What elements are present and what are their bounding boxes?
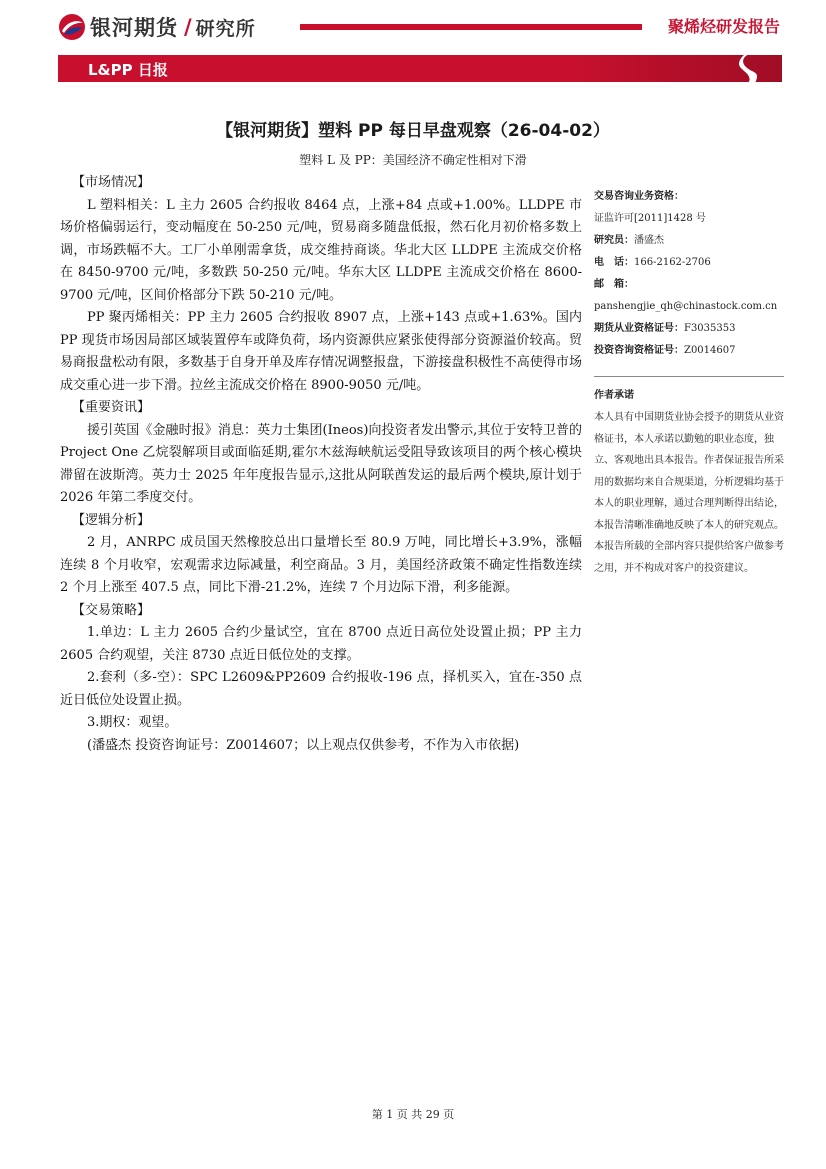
section-news — [60, 397, 582, 510]
section-heading: 【市场情况】 — [72, 175, 151, 190]
paragraph: 2.套利（多-空）：SPC L2609&PP2609 合约报收-196 点，择机买入，宜在-350 点近日低位处设置止损。 — [60, 670, 582, 708]
paragraph: (潘盛杰 投资咨询证号：Z0014607；以上观点仅供参考，不作为入市依据) — [87, 737, 520, 753]
license-number: 证监许可[2011]1428 号 — [594, 213, 706, 224]
paragraph: 援引英国《金融时报》消息：英力士集团(Ineos)向投资者发出警示,其位于安特卫普的 Project One 乙烷裂解项目或面临延期,霍尔木兹海峡航运受阻导致该项目的两个核心模块滞留在波斯湾。英力士 2025 年年度报告显示,这批从阿联酋发运的最后两个模块,原计划于 2026 年第二季度交付。 — [60, 422, 582, 505]
report-title: 【银河期货】塑料 PP 每日早盘观察（26-04-02） — [216, 121, 610, 141]
researcher: 研究员：潘盛杰 — [594, 235, 664, 246]
futures-cert: 期货从业资格证号：F3035353 — [594, 323, 736, 334]
report-subtitle: 塑料 L 及 PP：美国经济不确定性相对下滑 — [299, 153, 527, 167]
paragraph: L 塑料相关：L 主力 2605 合约报收 8464 点，上涨+84 点或+1.00%。LLDPE 市场价格偏弱运行，变动幅度在 50-250 元/吨，贸易商多随盘低报，然石化月初价格多数上调，市场跌幅不大。工厂小单刚需拿货，成交维持商谈。华北大区 LLDPE 主流成交价格在 8450-9700 元/吨，多数跌 50-250 元/吨。华东大区 LLDPE 主流成交价格在 8600-9700 元/吨，区间价格部分下跌 50-210 元/吨。 — [60, 197, 582, 303]
section-heading: 【交易策略】 — [72, 602, 151, 618]
report-banner — [58, 55, 782, 82]
galaxy-logo-icon — [58, 13, 86, 41]
commitment-text: 本人具有中国期货业协会授予的期货从业资格证书，本人承诺以勤勉的职业态度，独立、客观地出具本报告。作者保证报告所采用的数据均来自合规渠道，分析逻辑均基于本人的职业理解，通过合理判断得出结论，本报告清晰准确地反映了本人的研究观点。本报告所载的全部内容只提供给客户做参考之用，并不构成对客户的投资建议。 — [594, 412, 784, 574]
section-market — [60, 172, 582, 397]
brand-name: 银河期货 — [90, 16, 178, 40]
email-label: 邮 箱： — [594, 279, 634, 290]
paragraph: 1.单边：L 主力 2605 合约少量试空，宜在 8700 点近日高位处设置止损；PP 主力 2605 合约观望，关注 8730 点近日低位处的支撑。 — [60, 625, 582, 663]
institute-name: 研究所 — [195, 17, 256, 40]
author-sidebar — [594, 186, 784, 579]
swirl-logo-icon — [730, 47, 774, 91]
sidebar-divider — [594, 376, 784, 377]
banner-label: L&PP 日报 — [88, 61, 168, 79]
report-type: 聚烯烃研发报告 — [667, 17, 780, 36]
qualification: 交易咨询业务资格： — [594, 191, 684, 202]
phone: 电 话：166-2162-2706 — [594, 257, 711, 268]
section-heading: 【逻辑分析】 — [72, 512, 151, 528]
section-heading: 【重要资讯】 — [72, 400, 151, 415]
paragraph: 2 月，ANRPC 成员国天然橡胶总出口量增长至 80.9 万吨，同比增长+3.9%，涨幅连续 8 个月收窄，宏观需求边际减量，利空商品。3 月，美国经济政策不确定性指数连续 2 个月上涨至 407.5 点，同比下滑-21.2%，连续 7 个月边际下滑，利多能源。 — [60, 535, 582, 595]
section-strategy — [60, 600, 582, 758]
report-body — [60, 172, 582, 757]
page-number: 第 1 页 共 29 页 — [371, 1108, 455, 1121]
brand-logo — [58, 10, 256, 44]
email: panshengjie_qh@chinastock.com.cn — [594, 301, 778, 312]
brand-slash: / — [184, 15, 192, 39]
advisory-cert: 投资咨询资格证号：Z0014607 — [594, 345, 736, 356]
header-rule — [300, 24, 642, 30]
paragraph: PP 聚丙烯相关：PP 主力 2605 合约报收 8907 点，上涨+143 点或+1.63%。国内 PP 现货市场因局部区域装置停车或降负荷，场内资源供应紧张使得部分资源溢价较高。贸易商报盘松动有限，多数基于自身开单及库存情况调整报盘，下游接盘积极性不高使得市场成交重心进一步下滑。拉丝主流成交价格在 8900-9050 元/吨。 — [60, 310, 582, 393]
commitment-title: 作者承诺 — [594, 390, 634, 401]
section-logic — [60, 510, 582, 600]
paragraph: 3.期权：观望。 — [87, 715, 178, 730]
